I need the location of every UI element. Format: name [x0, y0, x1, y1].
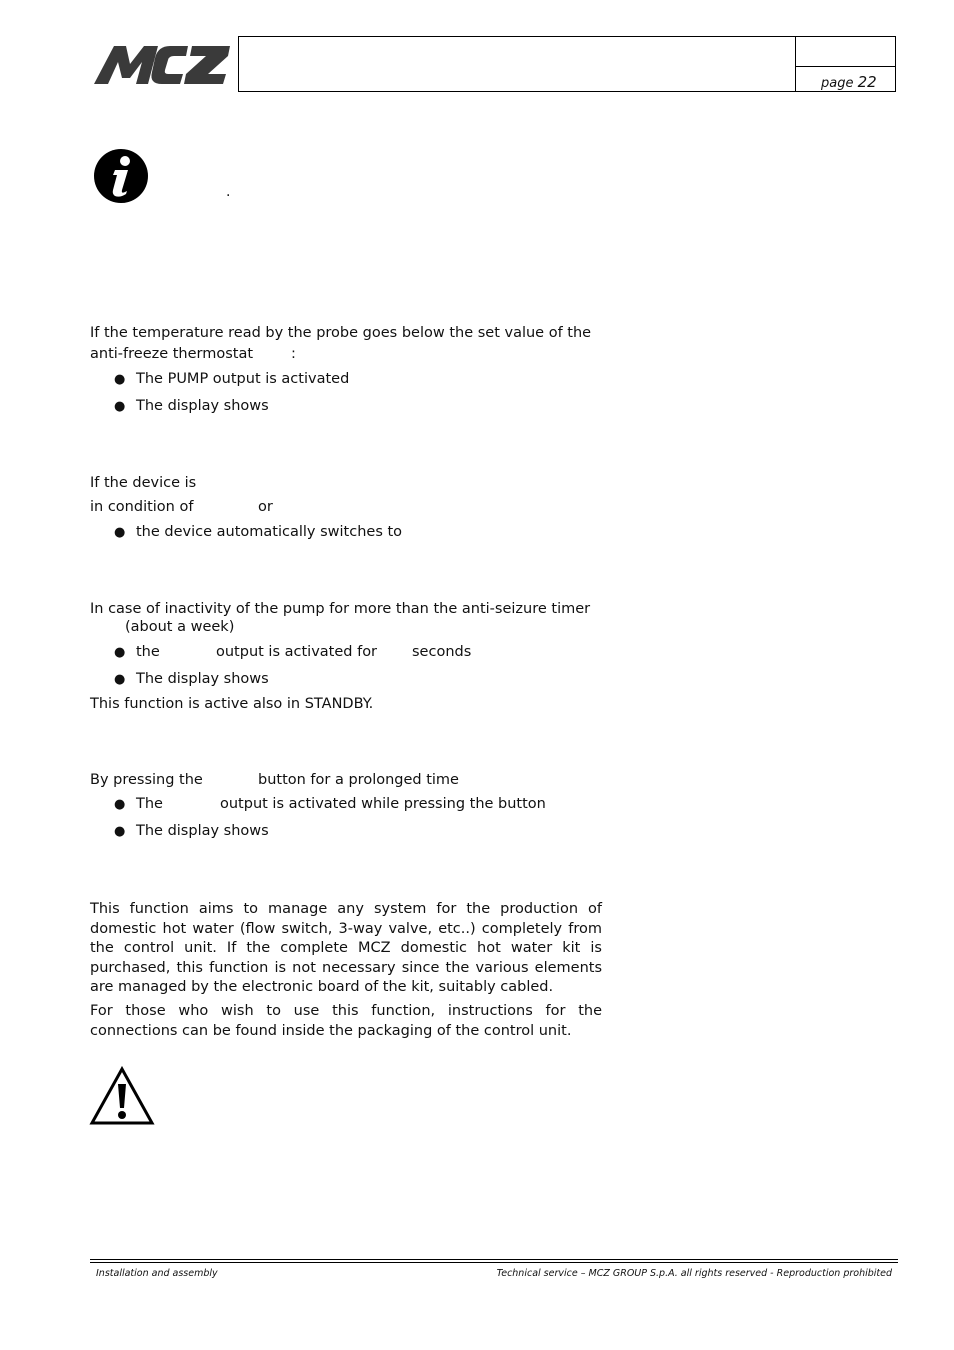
- list-item: The PUMP output is activated: [136, 371, 350, 387]
- info-icon: [93, 148, 149, 204]
- antiseizure-paragraph: [90, 600, 602, 620]
- info-note-text: .: [226, 184, 231, 200]
- antiseizure-line1: In case of inactivity of the pump for more than the anti-seizure timer: [90, 601, 591, 617]
- bullet-dot: ●: [114, 672, 126, 687]
- list-item: The: [136, 796, 163, 812]
- warning-icon: [89, 1066, 155, 1126]
- list-item-part: output is activated while pressing the button: [220, 796, 546, 812]
- bullet-dot: ●: [114, 645, 126, 660]
- antifreeze-colon: :: [291, 346, 296, 362]
- bullet-dot: ●: [114, 824, 126, 839]
- page-number: 22: [857, 73, 877, 91]
- list-item: The display shows: [136, 823, 269, 839]
- footer-right-text: Technical service – MCZ GROUP S.p.A. all rights reserved - Reproduction prohibited: [496, 1268, 892, 1279]
- standby-note: This function is active also in STANDBY.: [90, 696, 374, 712]
- list-item: The display shows: [136, 671, 269, 687]
- antiseizure-line2: (about a week): [125, 619, 235, 635]
- list-item: the: [136, 644, 160, 660]
- device-line2-a: in condition of: [90, 499, 194, 515]
- device-line2-b: or: [258, 499, 273, 515]
- list-item-part: seconds: [412, 644, 472, 660]
- antifreeze-paragraph: [90, 324, 602, 344]
- list-item: the device automatically switches to: [136, 524, 403, 540]
- page-indicator: [821, 73, 877, 91]
- dhw-paragraph-1: This function aims to manage any system for the production of domestic hot water (flow switch, 3-way valve, etc..) completely from the control unit. If the complete MCZ domestic hot water kit is purchased, this function is not necessary since the various elements are managed by the electronic board of the kit, suitably cabled.: [90, 901, 602, 995]
- bullet-dot: ●: [114, 372, 126, 387]
- manual-line1-b: button for a prolonged time: [258, 772, 459, 788]
- bullet-dot: ●: [114, 525, 126, 540]
- bullet-dot: ●: [114, 797, 126, 812]
- dhw-paragraph-2: For those who wish to use this function, instructions for the connections can be found inside the packaging of the control unit.: [90, 1003, 602, 1039]
- manual-line1-a: By pressing the: [90, 772, 203, 788]
- list-item: The display shows: [136, 398, 269, 414]
- header-divider: [795, 66, 896, 67]
- antifreeze-line1: If the temperature read by the probe goes below the set value of the: [90, 325, 592, 341]
- list-item-part: output is activated for: [216, 644, 378, 660]
- footer-rule: [90, 1262, 898, 1263]
- device-line1: If the device is: [90, 475, 197, 491]
- page-label: page: [821, 76, 854, 91]
- header-box: [238, 36, 896, 92]
- bullet-dot: ●: [114, 399, 126, 414]
- mcz-logo: [92, 40, 232, 88]
- footer-left-text: Installation and assembly: [96, 1268, 218, 1279]
- header-divider: [795, 37, 796, 91]
- footer-rule: [90, 1259, 898, 1260]
- antifreeze-line2: anti-freeze thermostat: [90, 346, 254, 362]
